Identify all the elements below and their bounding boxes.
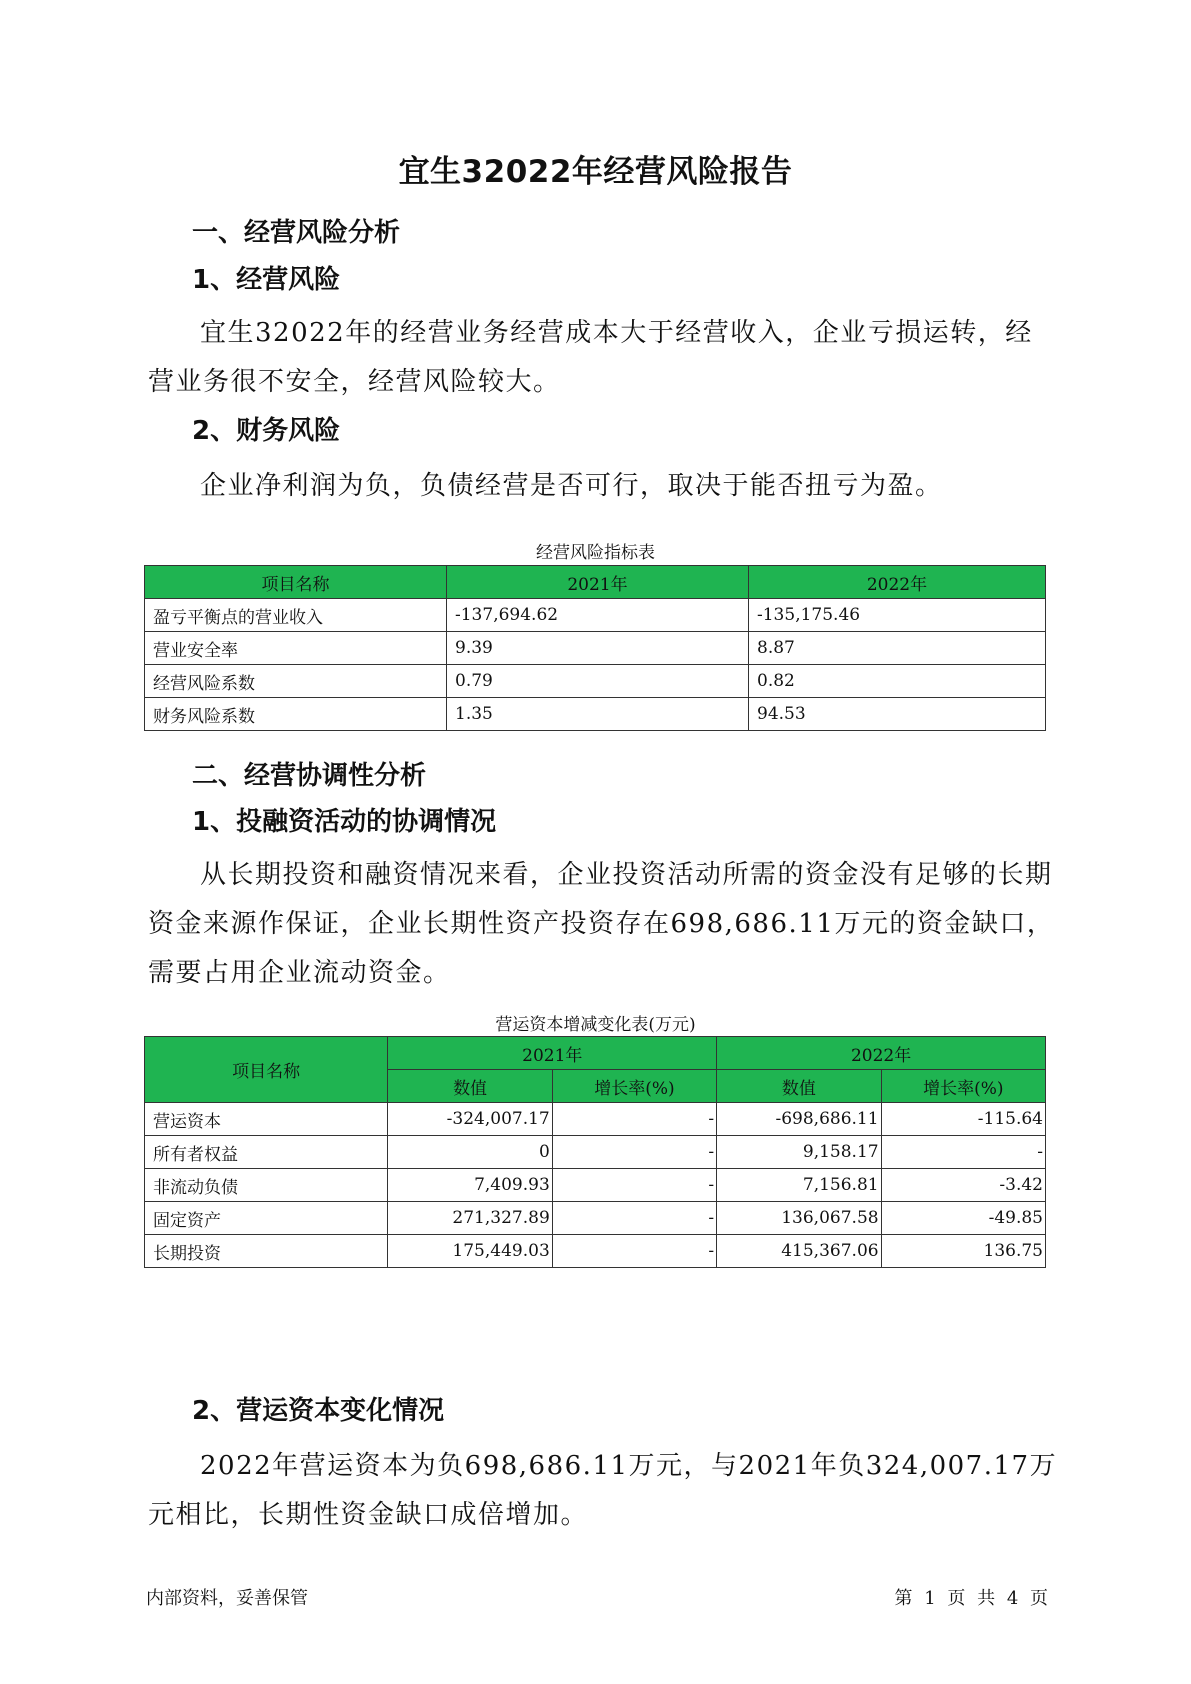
value-2021: 271,327.89: [388, 1202, 552, 1235]
table-caption-working-capital: 营运资本增减变化表(万元): [495, 1015, 696, 1035]
footer-page-number: 第 1 页 共 4 页: [894, 1588, 1048, 1609]
value-2022: 136,067.58: [717, 1202, 881, 1235]
paragraph-financial-risk: 企业净利润为负，负债经营是否可行，取决于能否扭亏为盈。: [200, 471, 943, 501]
header-cell: 2021年: [388, 1037, 717, 1070]
header-cell: 项目名称: [145, 566, 447, 599]
header-cell: 增长率(%): [552, 1070, 716, 1103]
value-2022: 0.82: [749, 665, 1046, 698]
value-2022: 9,158.17: [717, 1136, 881, 1169]
table-row: [145, 632, 1046, 665]
rate-2021: -: [552, 1169, 716, 1202]
rate-2021: -: [552, 1202, 716, 1235]
row-label: 固定资产: [145, 1202, 388, 1235]
risk-indicator-table: [144, 565, 1046, 731]
rate-2022: -49.85: [881, 1202, 1045, 1235]
row-label: 盈亏平衡点的营业收入: [145, 599, 447, 632]
value-2022: 8.87: [749, 632, 1046, 665]
header-cell: 数值: [388, 1070, 552, 1103]
value-2021: 0: [388, 1136, 552, 1169]
rate-2021: -: [552, 1235, 716, 1268]
value-2021: 0.79: [447, 665, 749, 698]
header-cell: 增长率(%): [881, 1070, 1045, 1103]
section-heading-risk: 一、经营风险分析: [192, 218, 401, 248]
rate-2022: -3.42: [881, 1169, 1045, 1202]
table-row: [145, 698, 1046, 731]
header-cell: 2021年: [447, 566, 749, 599]
header-cell: 项目名称: [145, 1037, 388, 1103]
paragraph-investment-financing: 从长期投资和融资情况来看，企业投资活动所需的资金没有足够的长期资金来源作保证，企业长期性资产投资存在698,686.11万元的资金缺口，需要占用企业流动资金。: [148, 860, 1055, 988]
section-heading-coordination: 二、经营协调性分析: [192, 761, 427, 791]
value-2021: 9.39: [447, 632, 749, 665]
value-2021: -137,694.62: [447, 599, 749, 632]
rate-2022: 136.75: [881, 1235, 1045, 1268]
value-2022: 94.53: [749, 698, 1046, 731]
table-row: [145, 1169, 1046, 1202]
table-row: [145, 1235, 1046, 1268]
row-label: 营业安全率: [145, 632, 447, 665]
footer-confidential-note: 内部资料，妥善保管: [146, 1588, 308, 1609]
table-row: [145, 1136, 1046, 1169]
value-2022: 415,367.06: [717, 1235, 881, 1268]
page-title: 宜生32022年经营风险报告: [398, 154, 793, 190]
value-2021: 175,449.03: [388, 1235, 552, 1268]
row-label: 财务风险系数: [145, 698, 447, 731]
paragraph-working-capital-change: 2022年营运资本为负698,686.11万元，与2021年负324,007.17万元相比，长期性资金缺口成倍增加。: [148, 1451, 1058, 1530]
row-label: 营运资本: [145, 1103, 388, 1136]
subheading-financial-risk: 2、财务风险: [192, 416, 341, 446]
table-row: [145, 1103, 1046, 1136]
header-cell: 2022年: [749, 566, 1046, 599]
subheading-working-capital-change: 2、营运资本变化情况: [192, 1396, 445, 1426]
row-label: 长期投资: [145, 1235, 388, 1268]
rate-2021: -: [552, 1103, 716, 1136]
paragraph-operating-risk: 宜生32022年的经营业务经营成本大于经营收入，企业亏损运转，经营业务很不安全，经营风险较大。: [148, 318, 1033, 397]
table-header-row: [145, 566, 1046, 599]
header-cell: 数值: [717, 1070, 881, 1103]
subheading-operating-risk: 1、经营风险: [192, 265, 341, 295]
row-label: 非流动负债: [145, 1169, 388, 1202]
subheading-investment-financing: 1、投融资活动的协调情况: [192, 807, 497, 837]
value-2022: 7,156.81: [717, 1169, 881, 1202]
table-caption-risk: 经营风险指标表: [536, 543, 655, 563]
table-row: [145, 1202, 1046, 1235]
rate-2022: -115.64: [881, 1103, 1045, 1136]
value-2021: -324,007.17: [388, 1103, 552, 1136]
value-2021: 1.35: [447, 698, 749, 731]
row-label: 所有者权益: [145, 1136, 388, 1169]
value-2021: 7,409.93: [388, 1169, 552, 1202]
value-2022: -698,686.11: [717, 1103, 881, 1136]
rate-2022: -: [881, 1136, 1045, 1169]
row-label: 经营风险系数: [145, 665, 447, 698]
value-2022: -135,175.46: [749, 599, 1046, 632]
table-header-row: [145, 1037, 1046, 1070]
working-capital-table: [144, 1036, 1046, 1268]
rate-2021: -: [552, 1136, 716, 1169]
table-row: [145, 599, 1046, 632]
table-row: [145, 665, 1046, 698]
header-cell: 2022年: [717, 1037, 1046, 1070]
